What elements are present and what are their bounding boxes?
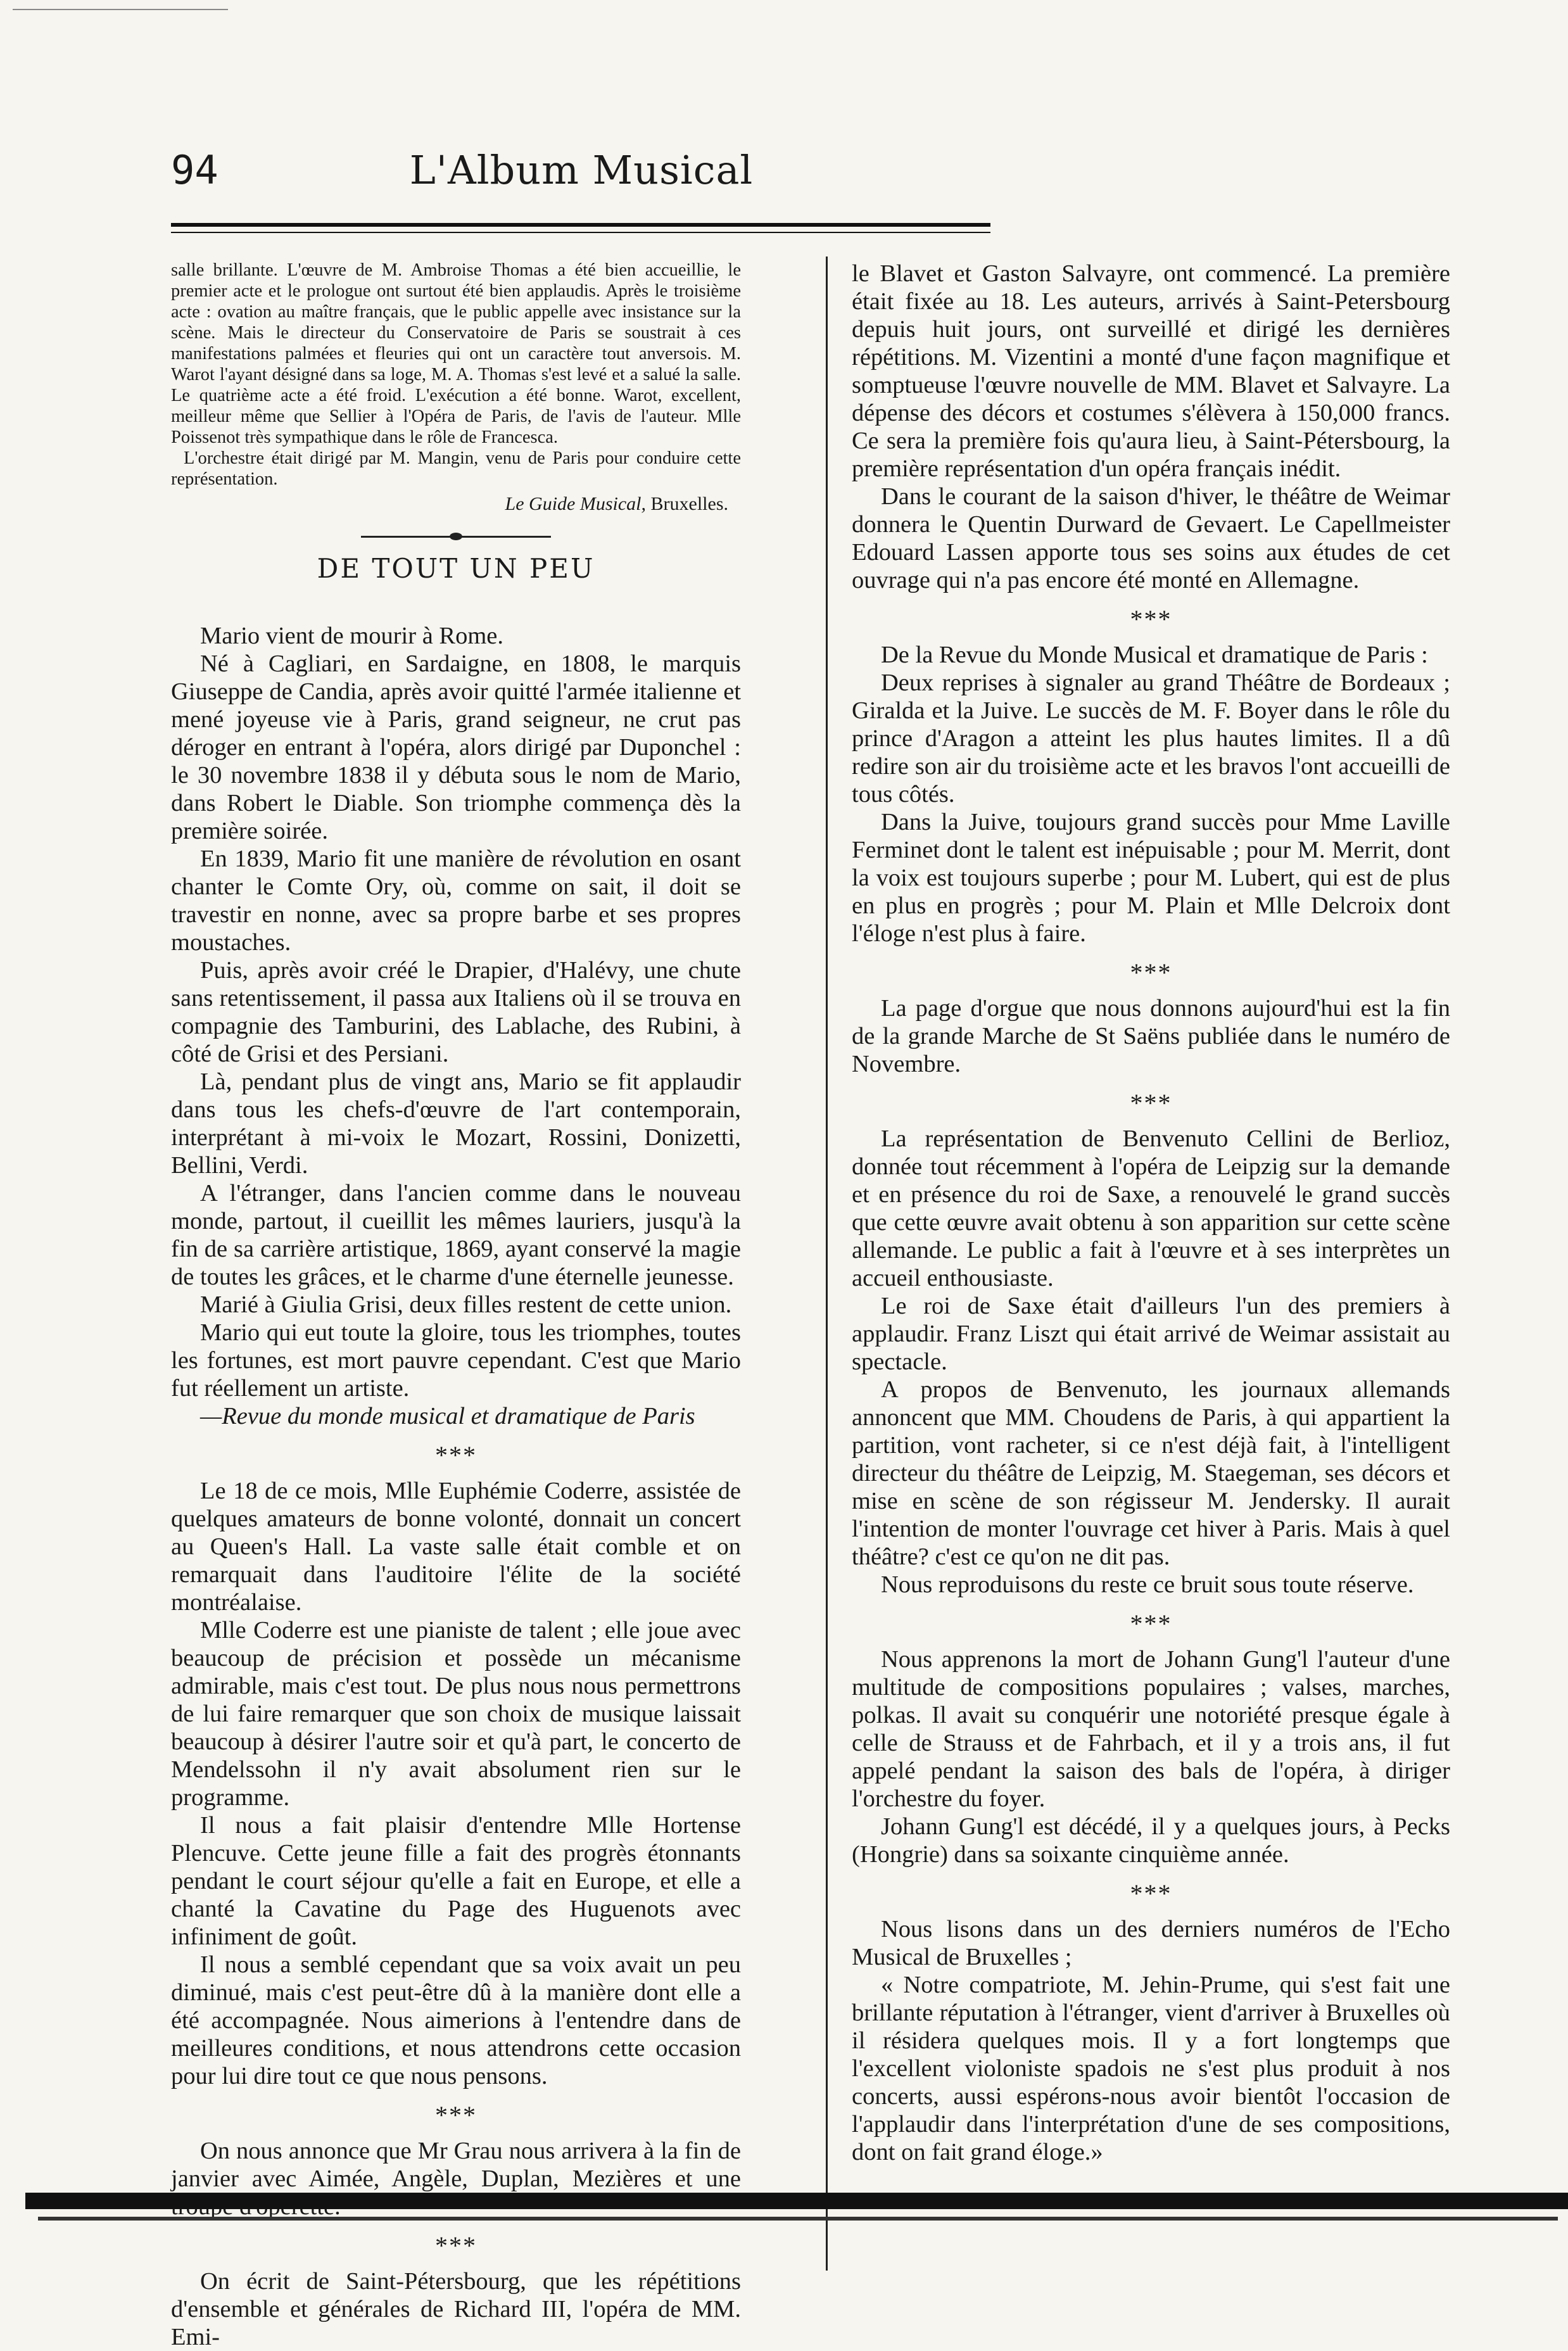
article-paragraph: Il nous a semblé cependant que sa voix avait un peu diminué, mais c'est peut-être dû à la manière dont elle a été accompagnée. Nous aimerions à l'entendre dans de meilleures conditions, et nous attendrons cette occasion pour lui dire tout ce que nous pensons. [171, 1951, 741, 2089]
article-paragraph: « Notre compatriote, M. Jehin-Prume, qui s'est fait une brillante réputation à l'étranger, vient d'arriver à Bruxelles où il résidera quelques mois. Il y a fort longtemps que l'excellent violoniste spadois ne s'est plus produit à nos concerts, aussi espérons-nous avoir bientôt l'occasion de l'applaudir dans l'interprétation d'une de ses compositions, dont on fait grand éloge.» [852, 1972, 1450, 2165]
page-bottom-shadow [38, 2217, 1558, 2221]
article-paragraph: Puis, après avoir créé le Drapier, d'Halévy, une chute sans retentissement, il passa aux Italiens où il se trouva en compagnie des Tamburini, des Lablache, des Rubini, à côté de Grisi et des Persiani. [171, 957, 741, 1067]
section-title: DE TOUT UN PEU [317, 553, 595, 584]
article-paragraph: De la Revue du Monde Musical et dramatique de Paris : [881, 642, 1428, 668]
page-number: 94 [171, 147, 218, 193]
asterism: *** [435, 2101, 477, 2129]
article-paragraph: On nous annonce que Mr Grau nous arrivera à la fin de janvier avec Aimée, Angèle, Duplan, Mezières et une [171, 2138, 741, 2192]
article-paragraph: Le 18 de ce mois, Mlle Euphémie Coderre, assistée de quelques amateurs de bonne volonté, donnait un concert au Queen's Hall. La vaste salle était comble et on remarquait dans l'auditoire l'élite de la société montréalaise. [171, 1478, 741, 1616]
asterism: *** [1130, 605, 1172, 633]
review-paragraph: salle brillante. L'œuvre de M. Ambroise Thomas a été bien accueillie, le premier acte et le prologue ont surtout été bien applaudis. Après le troisième acte : ovation au maître français, que le public appelle avec insistance sur la scène. Mais le directeur du Conservatoire de Paris se soustrait à ces manifestations palmées et fleuries qui ont un caractère tout anversois. M. Warot l'ayant désigné dans sa loge, M. A. Thomas s'est levé et a salué la salle. Le quatrième acte a été froid. L'exécution a été bonne. Warot, excellent, meilleur même que Sellier à l'Opéra de Paris, de l'avis de l'auteur. Mlle Poissenot très sympathique dans le rôle de Francesca. [171, 260, 741, 447]
article-paragraph: Marié à Giulia Grisi, deux filles restent de cette union. [200, 1291, 732, 1318]
article-paragraph: Le roi de Saxe était d'ailleurs l'un des premiers à applaudir. Franz Liszt qui était arrivé de Weimar assistait au spectacle. [852, 1293, 1450, 1375]
header-rule-thick [171, 223, 990, 227]
article-coderre [171, 1477, 741, 2090]
article-paragraph: Nous reproduisons du reste ce bruit sous toute réserve. [881, 1571, 1414, 1598]
article-paragraph: Nous apprenons la mort de Johann Gung'l l'auteur d'une multitude de compositions populaires ; valses, marches, polkas. Il avait su conquérir une notoriété presque égale à celle de Strauss et de Fahrbach, et il y a trois ans, il fut appelé pendant la saison des bals de l'opéra, à diriger l'orchestre du foyer. [852, 1646, 1450, 1812]
header-rule-thin [171, 232, 990, 233]
article-paragraph: La représentation de Benvenuto Cellini de Berlioz, donnée tout récemment à l'opéra de Leipzig sur la demande et en présence du roi de Saxe, a renouvelé le grand succès que cette œuvre avait obtenu à son apparition sur cette scène allemande. Le public a fait à l'œuvre et à ses interprètes un accueil enthousiaste. [852, 1125, 1450, 1291]
left-column [171, 260, 741, 2351]
article-paragraph: On écrit de Saint-Pétersbourg, que les répétitions d'ensemble et générales de Richard III, l'opéra de MM. Emi- [171, 2268, 741, 2350]
asterism: *** [1130, 958, 1172, 987]
article-paragraph: Dans la Juive, toujours grand succès pour Mme Laville Ferminet dont le talent est inépuisable ; pour M. Merrit, dont la voix est toujours superbe ; pour M. Lubert, qui est de plus en plus en progrès ; pour M. Plain et Mlle Delcroix dont l'éloge n'est plus à faire. [852, 809, 1450, 947]
column-divider [826, 257, 828, 2271]
article-paragraph: A l'étranger, dans l'ancien comme dans le nouveau monde, partout, il cueillit les mêmes lauriers, jusqu'à la fin de sa carrière artistique, 1869, ayant conservé la magie de toutes les grâces, et le charme d'une éternelle jeunesse. [171, 1180, 741, 1290]
article-paragraph: Mario qui eut toute la gloire, tous les triomphes, toutes les fortunes, est mort pauvre cependant. C'est que Mario fut réellement un artiste. [171, 1319, 741, 1402]
article-paragraph: Dans le courant de la saison d'hiver, le théâtre de Weimar donnera le Quentin Durward de Gevaert. Le Capellmeister Edouard Lassen apporte tous ses soins aux études de cet ouvrage qui n'a pas encore été monté en Allemagne. [852, 483, 1450, 593]
right-column [852, 260, 1450, 2166]
asterism: *** [1130, 1879, 1172, 1908]
article-paragraph: Né à Cagliari, en Sardaigne, en 1808, le marquis Giuseppe de Candia, après avoir quitté l'armée italienne et mené joyeuse vie à Paris, grand seigneur, ne crut pas déroger en entrant à l'opéra, alors dirigé par Duponchel : le 30 novembre 1838 il y débuta sous le nom de Mario, dans Robert le Diable. Son triomphe commença dès la première soirée. [171, 650, 741, 844]
article-paragraph: A propos de Benvenuto, les journaux allemands annoncent que MM. Choudens de Paris, à qui appartient la partition, vont racheter, si ce n'est déjà fait, à l'intelligent directeur du théâtre de Leipzig, M. Staegeman, ses décors et mise en scène de son régisseur M. Jendersky. Il aurait l'intention de monter l'ouvrage cet hiver à Paris. Mais à quel théâtre? c'est ce qu'on ne dit pas. [852, 1376, 1450, 1570]
article-paragraph: En 1839, Mario fit une manière de révolution en osant chanter le Comte Ory, où, comme on sait, il doit se travestir en nonne, avec sa propre barbe et ses propres moustaches. [171, 846, 741, 956]
article-paragraph: Mario vient de mourir à Rome. [200, 623, 503, 649]
asterism: *** [1130, 1609, 1172, 1638]
article-paragraph: Nous lisons dans un des derniers numéros de l'Echo Musical de Bruxelles ; [852, 1916, 1450, 1970]
article-paragraph: le Blavet et Gaston Salvayre, ont commencé. La première était fixée au 18. Les auteurs, arrivés à Saint-Petersbourg depuis huit jours, ont surveillé et dirigé les dernières répétitions. M. Vizentini a monté d'une façon magnifique et somptueuse l'œuvre nouvelle de MM. Blavet et Salvayre. La dépense des décors et costumes s'élèvera à 150,000 francs. Ce sera la première fois qu'aura lieu, à Saint-Pétersbourg, la première représentation d'un opéra français inédit. [852, 260, 1450, 482]
page-bottom-edge [25, 2193, 1568, 2209]
article-mario [171, 622, 741, 1430]
review-paragraph: L'orchestre était dirigé par M. Mangin, venu de Paris pour conduire cette représentation. [171, 448, 741, 489]
article-paragraph: Là, pendant plus de vingt ans, Mario se fit applaudir dans tous les chefs-d'œuvre de l'art contemporain, interprétant à mi-voix le Mozart, Rossini, Donizetti, Bellini, Verdi. [171, 1068, 741, 1179]
article-paragraph: Il nous a fait plaisir d'entendre Mlle Hortense Plencuve. Cette jeune fille a fait des progrès étonnants pendant le court séjour qu'elle a fait en Europe, et elle a chanté la Cavatine du Page des Huguenots avec infiniment de goût. [171, 1812, 741, 1950]
scan-mark [13, 9, 228, 10]
article-paragraph: La page d'orgue que nous donnons aujourd'hui est la fin de la grande Marche de St Saëns publiée dans le numéro de Novembre. [852, 995, 1450, 1077]
article-paragraph: Deux reprises à signaler au grand Théâtre de Bordeaux ; Giralda et la Juive. Le succès de M. F. Boyer dans le rôle du prince d'Aragon a atteint les plus hautes limites. Il a dû redire son air du troisième acte et les bravos l'ont accueilli de tous côtés. [852, 669, 1450, 808]
article-paragraph: Mlle Coderre est une pianiste de talent ; elle joue avec beaucoup de précision et possède un mécanisme admirable, mais c'est tout. De plus nous nous permettrons de lui faire remarquer que son choix de musique laissait beaucoup à désirer l'autre soir et qu'à part, le concerto de Mendelssohn il n'y avait absolument rien sur le programme. [171, 1617, 741, 1811]
asterism: *** [1130, 1089, 1172, 1117]
article-paragraph: Johann Gung'l est décédé, il y a quelques jours, à Pecks (Hongrie) dans sa soixante cinquième année. [852, 1813, 1450, 1868]
article-source: —Revue du monde musical et dramatique de Paris [200, 1403, 695, 1429]
asterism: *** [435, 1441, 477, 1469]
source-citation: Le Guide Musical, Bruxelles. [505, 493, 728, 514]
section-ornament [361, 533, 551, 540]
publication-title: L'Album Musical [409, 147, 754, 193]
asterism: *** [435, 2231, 477, 2260]
